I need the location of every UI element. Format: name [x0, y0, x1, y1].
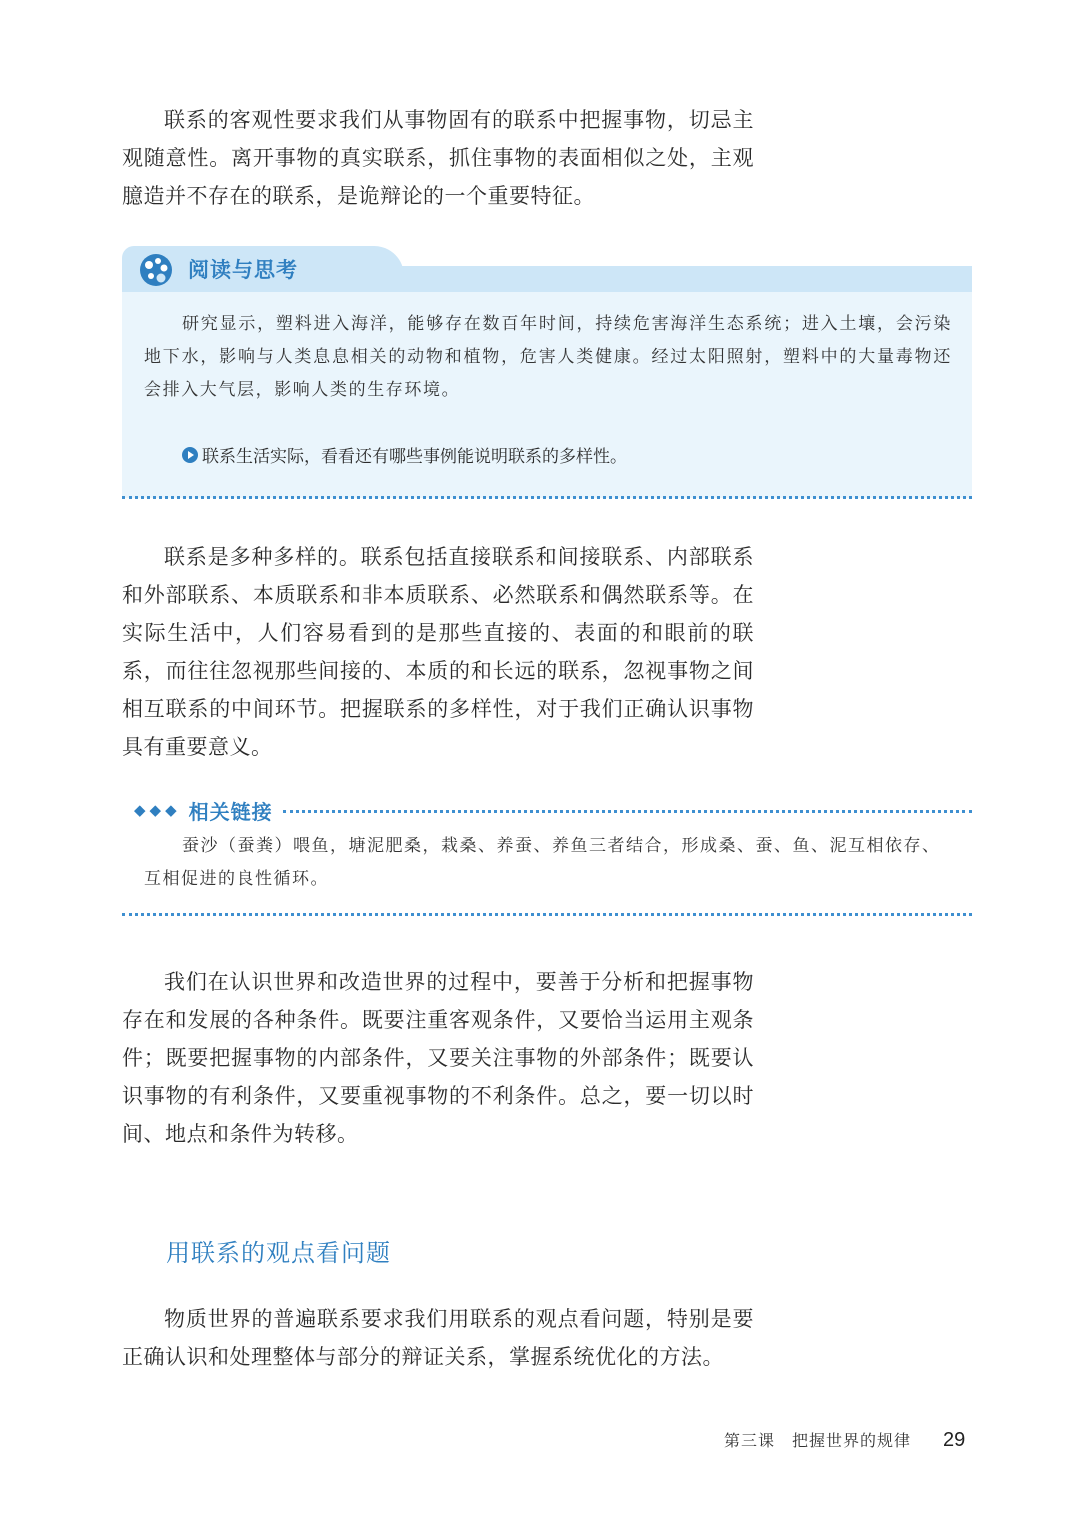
- page-footer: [724, 1428, 965, 1452]
- section-heading: 用联系的观点看问题: [166, 1239, 391, 1267]
- body-paragraph-2: 联系是多种多样的。联系包括直接联系和间接联系、内部联系和外部联系、本质联系和非本质联系、必然联系和偶然联系等。在实际生活中，人们容易看到的是那些直接的、表面的和眼前的联系，而往往忽视那些间接的、本质的和长远的联系，忽视事物之间相互联系的中间环节。把握联系的多样性，对于我们正确认识事物具有重要意义。: [122, 545, 754, 759]
- body-paragraph-1: 联系的客观性要求我们从事物固有的联系中把握事物，切忌主观随意性。离开事物的真实联系，抓住事物的表面相似之处，主观臆造并不存在的联系，是诡辩论的一个重要特征。: [122, 108, 754, 208]
- related-link-dotted-divider: [122, 913, 972, 916]
- related-link-text: 蚕沙（蚕粪）喂鱼，塘泥肥桑，栽桑、养蚕、养鱼三者结合，形成桑、蚕、鱼、泥互相依存、互相促进的良性循环。: [144, 836, 941, 889]
- diamond-icon: ◆◆◆: [134, 801, 181, 819]
- footer-lesson-title: 第三课 把握世界的规律: [724, 1431, 912, 1450]
- body-paragraph-3: 我们在认识世界和改造世界的过程中，要善于分析和把握事物存在和发展的各种条件。既要注重客观条件，又要恰当运用主观条件；既要把握事物的内部条件，又要关注事物的外部条件；既要认识事物的有利条件，又要重视事物的不利条件。总之，要一切以时间、地点和条件为转移。: [122, 970, 754, 1146]
- body-paragraph-4: 物质世界的普遍联系要求我们用联系的观点看问题，特别是要正确认识和处理整体与部分的辩证关系，掌握系统优化的方法。: [122, 1307, 754, 1369]
- play-arrow-icon: [182, 447, 198, 463]
- related-link-dotted-rule: [283, 810, 972, 813]
- reading-box-title: 阅读与思考: [188, 258, 298, 282]
- reading-box-question-text: 联系生活实际，看看还有哪些事例能说明联系的多样性。: [202, 447, 627, 467]
- related-link-header: [134, 796, 972, 824]
- reading-box-text: 研究显示，塑料进入海洋，能够存在数百年时间，持续危害海洋生态系统；进入土壤，会污染地下水，影响与人类息息相关的动物和植物，危害人类健康。经过太阳照射，塑料中的大量毒物还会排入大气层，影响人类的生存环境。: [144, 314, 952, 400]
- reading-box-question: [182, 442, 627, 467]
- reading-box: [122, 246, 972, 500]
- related-link-title: 相关链接: [188, 799, 273, 824]
- page-number: 29: [943, 1429, 966, 1451]
- palette-icon: [138, 252, 174, 288]
- reading-box-dotted-divider: [122, 496, 972, 499]
